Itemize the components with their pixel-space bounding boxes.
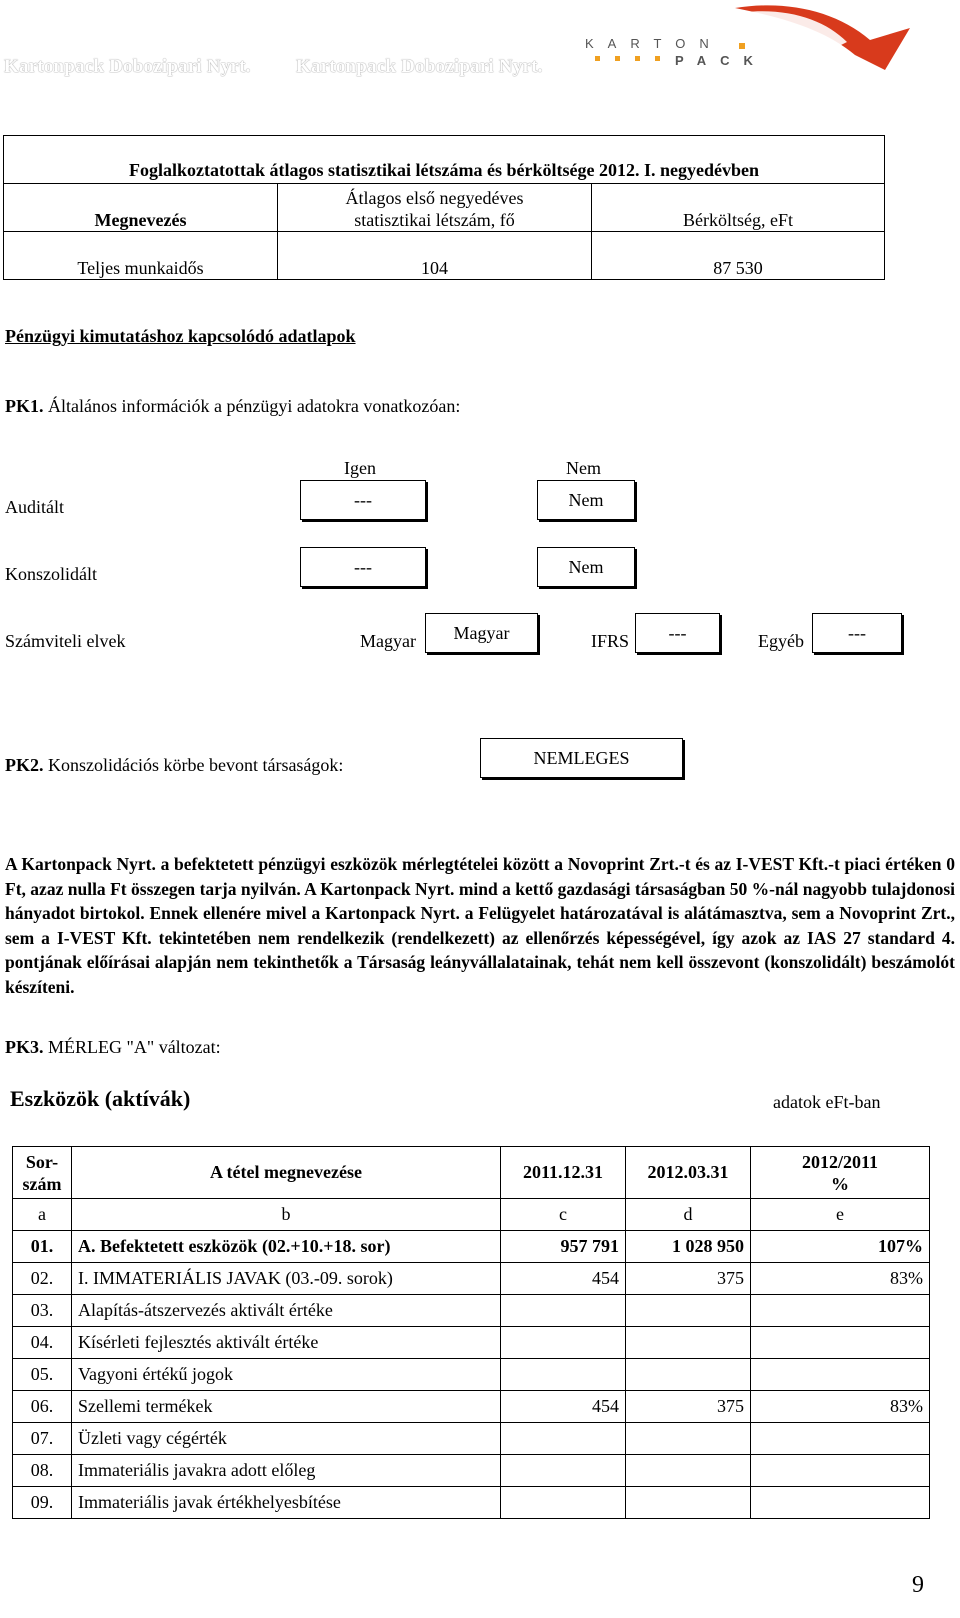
header-name: A tétel megnevezése [72,1147,501,1199]
row-label: Teljes munkaidős [4,232,278,280]
section-title: Pénzügyi kimutatáshoz kapcsolódó adatlapok [5,326,356,346]
letter-d: d [626,1199,751,1231]
row-pct [751,1359,930,1391]
row-2011 [501,1295,626,1327]
pk1-code: PK1. [5,396,44,416]
row-2011 [501,1487,626,1519]
ifrs-box: --- [635,613,720,653]
row-pct [751,1295,930,1327]
other-box: --- [812,613,902,653]
row-2012 [626,1295,751,1327]
row-2011 [501,1327,626,1359]
pk3-title: MÉRLEG "A" változat: [48,1037,221,1057]
magyar-label: Magyar [360,631,416,651]
row-2012: 375 [626,1391,751,1423]
kartonpack-logo [585,0,915,80]
accounting-label: Számviteli elvek [5,631,126,651]
row-no: 06. [13,1391,72,1423]
page-number: 9 [912,1572,924,1598]
pk2-title: Konszolidációs körbe bevont társaságok: [48,755,344,775]
row-name: Üzleti vagy cégérték [72,1423,501,1455]
balance-unit-note: adatok eFt-ban [773,1092,881,1112]
header-2012: 2012.03.31 [626,1147,751,1199]
ifrs-label: IFRS [591,631,630,651]
row-2012 [626,1487,751,1519]
header-pct-1: 2012/2011 [801,1151,878,1172]
row-name: Alapítás-átszervezés aktivált értéke [72,1295,501,1327]
balance-table [12,1146,930,1519]
row-pct [751,1455,930,1487]
pk2-code: PK2. [5,755,44,775]
row-2011: 957 791 [501,1231,626,1263]
header-pct [751,1147,930,1199]
col-headcount-line2: statisztikai létszám, fő [354,210,515,230]
logo-pack-text: PACK [675,53,767,68]
table-row [13,1263,930,1295]
row-pct: 83% [751,1391,930,1423]
balance-title: Eszközök (aktívák) [10,1086,191,1111]
row-cost: 87 530 [592,232,885,280]
table-row [13,1327,930,1359]
row-2011 [501,1423,626,1455]
table-row [13,1231,930,1263]
consolidated-nem-box: Nem [537,547,635,587]
row-pct [751,1423,930,1455]
other-label: Egyéb [758,631,804,651]
row-2012 [626,1359,751,1391]
employment-table [3,135,885,280]
row-no: 09. [13,1487,72,1519]
row-name: Kísérleti fejlesztés aktivált értéke [72,1327,501,1359]
table-row [13,1295,930,1327]
magyar-box: Magyar [425,613,538,653]
row-no: 07. [13,1423,72,1455]
row-2012 [626,1423,751,1455]
row-no: 01. [13,1231,72,1263]
header-2011: 2011.12.31 [501,1147,626,1199]
row-pct: 107% [751,1231,930,1263]
row-name: Vagyoni értékű jogok [72,1359,501,1391]
letter-c: c [501,1199,626,1231]
employment-title: Foglalkoztatottak átlagos statisztikai létszáma és bérköltsége 2012. I. negyedévben [4,136,885,184]
row-2012: 1 028 950 [626,1231,751,1263]
row-pct [751,1327,930,1359]
pk2-value-box: NEMLEGES [480,738,683,778]
row-name: A. Befektetett eszközök (02.+10.+18. sor) [72,1231,501,1263]
row-pct: 83% [751,1263,930,1295]
header-pct-2: % [831,1173,849,1194]
row-no: 03. [13,1295,72,1327]
consolidated-igen-box: --- [300,547,426,587]
pk1-header-igen: Igen [344,458,376,478]
pk1-heading [5,396,460,417]
pk3-code: PK3. [5,1037,44,1057]
row-2011: 454 [501,1391,626,1423]
row-2012 [626,1327,751,1359]
row-name: Immateriális javakra adott előleg [72,1455,501,1487]
pk1-title: Általános információk a pénzügyi adatokra vonatkozóan: [48,396,461,416]
table-row [13,1423,930,1455]
row-pct [751,1487,930,1519]
table-row [13,1487,930,1519]
pk1-header-nem: Nem [566,458,601,478]
pk2-heading [5,755,343,776]
audited-nem-box: Nem [537,480,635,520]
row-no: 05. [13,1359,72,1391]
row-no: 02. [13,1263,72,1295]
letter-a: a [13,1199,72,1231]
col-megnevezes: Megnevezés [4,184,278,232]
col-headcount-line1: Átlagos első negyedéves [345,188,524,208]
audited-igen-box: --- [300,480,426,520]
row-name: Immateriális javak értékhelyesbítése [72,1487,501,1519]
row-name: I. IMMATERIÁLIS JAVAK (03.-09. sorok) [72,1263,501,1295]
table-row [13,1455,930,1487]
header-watermark-1: Kartonpack Dobozipari Nyrt. [4,56,251,77]
row-2011 [501,1359,626,1391]
table-row [13,1391,930,1423]
header-sorszam [13,1147,72,1199]
letter-b: b [72,1199,501,1231]
row-2012 [626,1455,751,1487]
row-headcount: 104 [278,232,592,280]
col-cost: Bérköltség, eFt [592,184,885,232]
table-row [13,1359,930,1391]
audited-label: Auditált [5,497,64,517]
consolidation-paragraph: A Kartonpack Nyrt. a befektetett pénzügyi eszközök mérlegtételei között a Novoprint Zrt.-t és az I-VEST Kft.-t piaci értéken 0 Ft, azaz nulla Ft összegen tarja nyilván. A Kartonpack Nyrt. mind a kettő gazdasági társaságban 50 %-nál nagyobb tulajdonosi hányadot birtokol. Ennek ellenére mivel a Kartonpack Nyrt. a Felügyelet határozatával is alátámasztva, sem a Novoprint Zrt., sem a I-VEST Kft. tekintetében nem rendelkezik (rendelkezett) az ellenőrzés képességével, így azok az IAS 27 standard 4. pontjának előírásai alapján nem tekinthetők a Társaság leányvállalatainak, tehát nem kell összevont (konszolidált) beszámolót készíteni. [5,854,955,997]
col-headcount [278,184,592,232]
logo-karton-text: KARTON [585,36,723,51]
pk3-heading [5,1037,221,1058]
row-no: 08. [13,1455,72,1487]
row-2011: 454 [501,1263,626,1295]
letter-e: e [751,1199,930,1231]
header-watermark-2: Kartonpack Dobozipari Nyrt. [296,56,543,77]
header-sorszam-1: Sor- [25,1151,59,1172]
header-sorszam-2: szám [22,1173,62,1194]
row-name: Szellemi termékek [72,1391,501,1423]
row-2012: 375 [626,1263,751,1295]
row-no: 04. [13,1327,72,1359]
row-2011 [501,1455,626,1487]
consolidated-label: Konszolidált [5,564,97,584]
